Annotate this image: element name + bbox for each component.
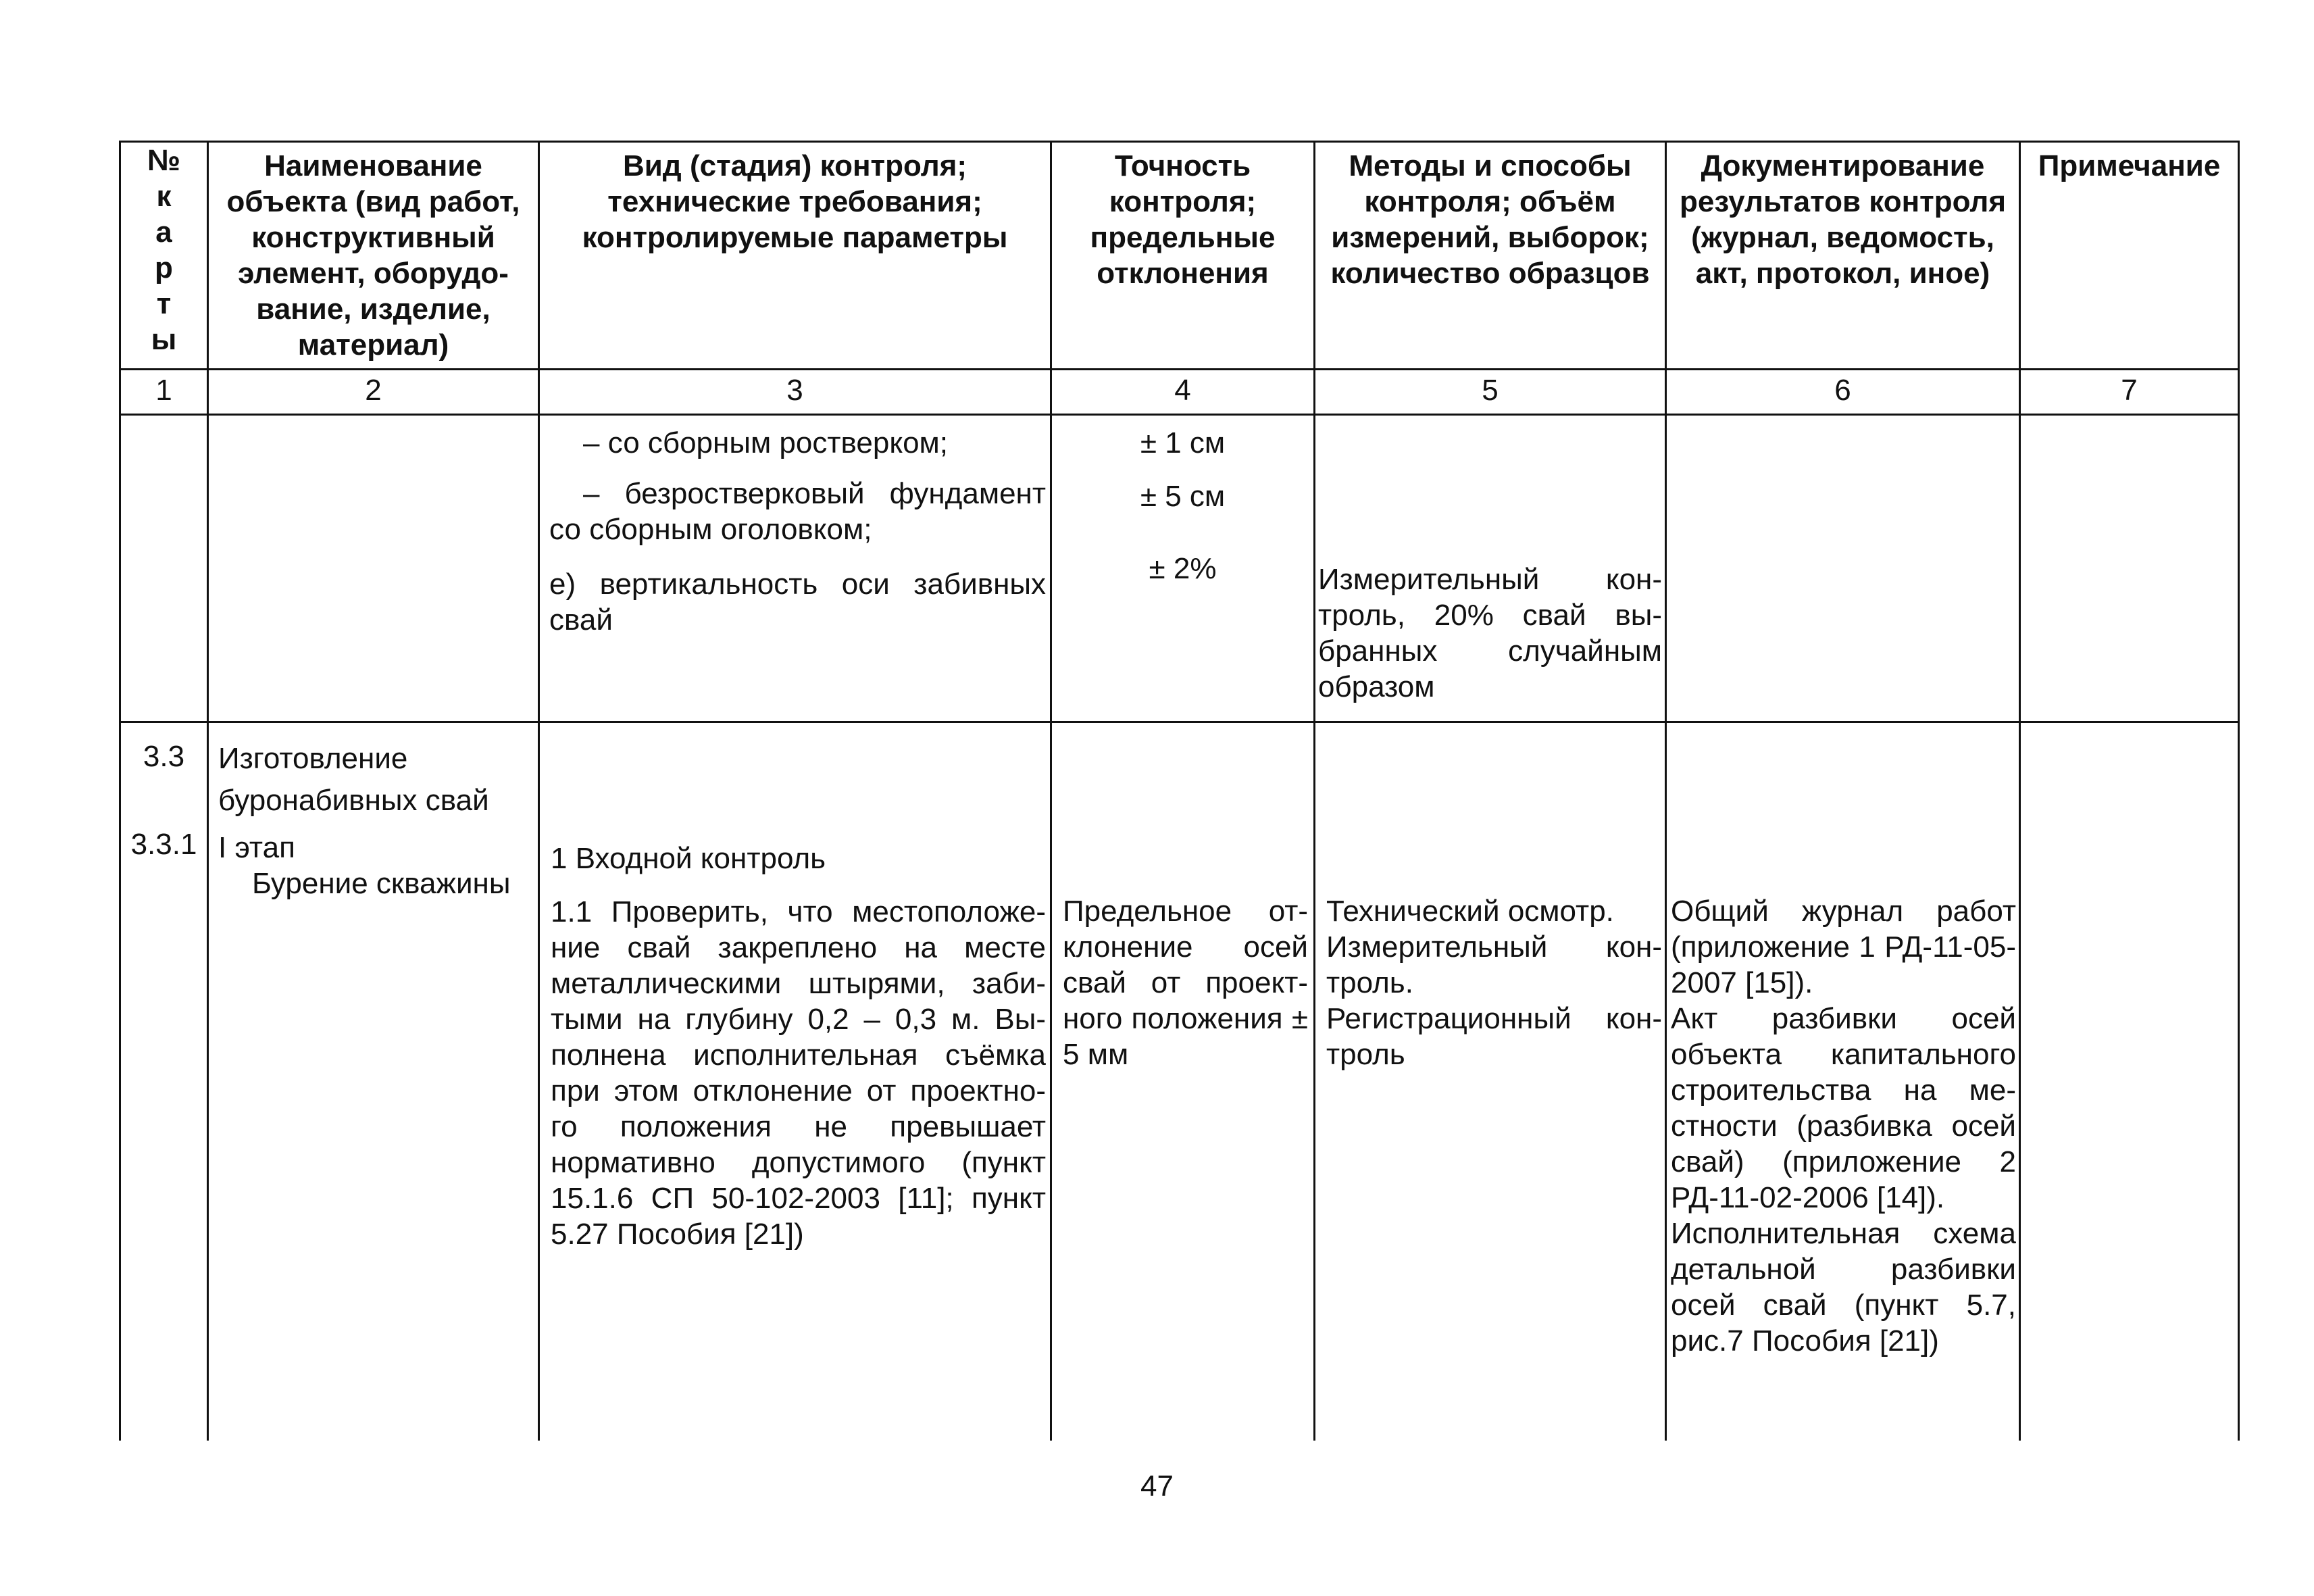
header-methods: Методы и способы контроля; объём измерений, выборок; количество образцов <box>1315 142 1666 370</box>
object-name-cell <box>208 415 539 722</box>
column-number-row <box>120 370 2239 415</box>
control-type-cell: 1 Входной контроль 1.1 Проверить, что местоположе-ние свай закреплено на месте металлическими штырями, заби-тыми на глубину 0,2 – 0,3 м. Вы-полнена исполнительная съёмка при этом отклонение от проектно-го положения не превышает нормативно допустимого (пункт 15.1.6 СП 50-102-2003 [11]; пункт 5.27 Пособия [21]) <box>539 722 1051 1441</box>
header-control-type: Вид (стадия) контроля; технические требования; контролируемые параметры <box>539 142 1051 370</box>
page-number: 47 <box>1140 1470 1174 1503</box>
note-cell <box>2020 415 2239 722</box>
header-note: Примечание <box>2020 142 2239 370</box>
note-cell <box>2020 722 2239 1441</box>
column-number: 1 <box>120 370 208 415</box>
column-number: 2 <box>208 370 539 415</box>
documentation-cell: Общий журнал работ (приложение 1 РД-11-05-2007 [15]). Акт разбивки осей объекта капитального строительства на ме-стности (разбивка осей свай) (приложение 2 РД-11-02-2006 [14]). Исполнительная схема детальной разбивки осей свай (пункт 5.7, рис.7 Пособия [21]) <box>1666 722 2020 1441</box>
column-number: 6 <box>1666 370 2020 415</box>
header-card-number: № к а р т ы <box>120 142 208 370</box>
card-number-cell <box>120 415 208 722</box>
header-documentation: Документирование результатов контроля (журнал, ведомость, акт, протокол, иное) <box>1666 142 2020 370</box>
column-number: 7 <box>2020 370 2239 415</box>
methods-cell: Измерительный кон-троль, 20% свай вы-бранных случайным образом <box>1315 415 1666 722</box>
table-row <box>120 722 2239 1441</box>
documentation-cell <box>1666 415 2020 722</box>
control-table <box>119 141 2240 1441</box>
column-number: 5 <box>1315 370 1666 415</box>
column-number: 4 <box>1051 370 1315 415</box>
table-header-row <box>120 142 2239 370</box>
methods-cell: Технический осмотр. Измерительный кон-троль. Регистрационный кон-троль <box>1315 722 1666 1441</box>
header-accuracy: Точность контроля; предельные отклонения <box>1051 142 1315 370</box>
column-number: 3 <box>539 370 1051 415</box>
accuracy-cell: ± 1 см ± 5 см ± 2% <box>1051 415 1315 722</box>
object-name-cell: Изготовление буронабивных свай I этап Бурение скважины <box>208 722 539 1441</box>
table-row <box>120 415 2239 722</box>
card-number-cell: 3.3 3.3.1 <box>120 722 208 1441</box>
control-type-cell: – со сборным ростверком; – безростверковый фундамент со сборным оголовком; е) вертикальность оси забивных свай <box>539 415 1051 722</box>
accuracy-cell: Предельное от-клонение осей свай от проект-ного положения ± 5 мм <box>1051 722 1315 1441</box>
header-object-name: Наименование объекта (вид работ, конструктивный элемент, оборудо-вание, изделие, материал) <box>208 142 539 370</box>
